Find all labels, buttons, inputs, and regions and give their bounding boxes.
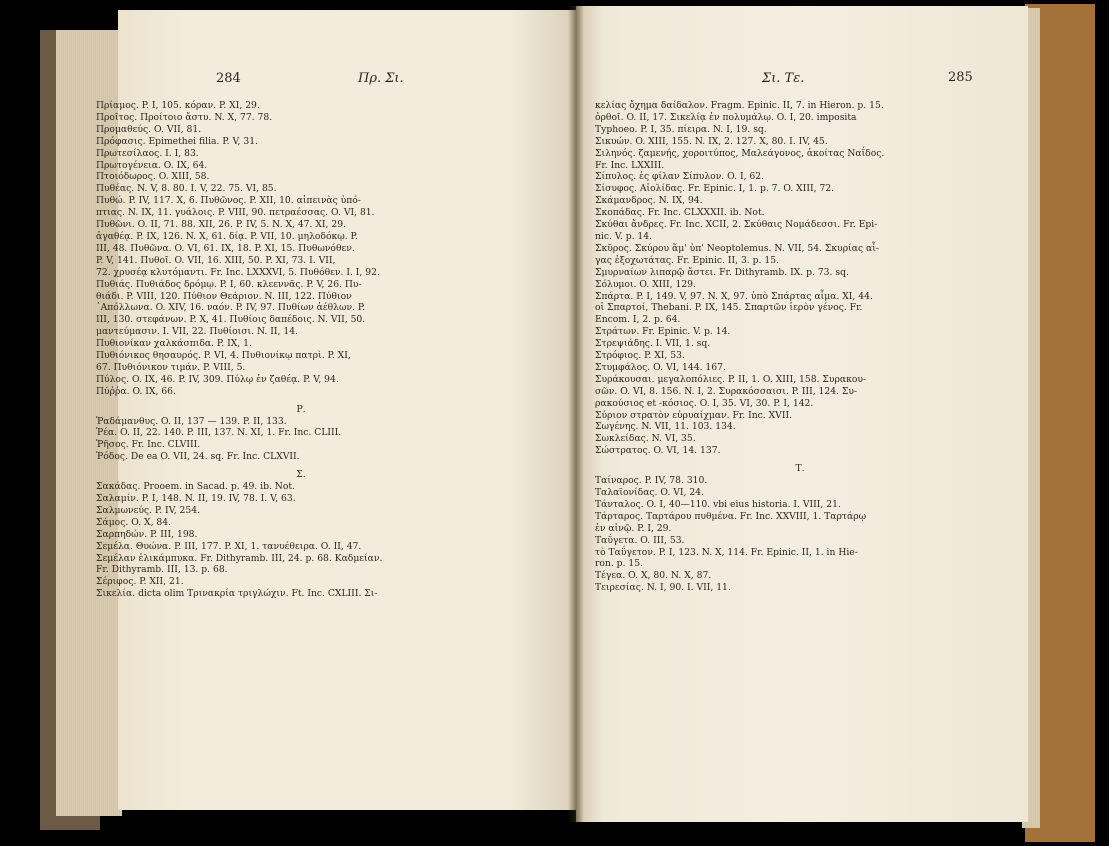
left-index-column <box>96 100 506 600</box>
index-line: Πυθιάς. Πυθιάδος δρόμῳ. P. I, 60. κλεεννᾶς. P. V, 26. Πυ- <box>96 278 362 290</box>
index-line: Στυμφάλος. O. VI, 144. 167. <box>595 361 726 373</box>
index-line: τὸ Ταΰγετον. P. I, 123. N. X, 114. Fr. Epinic. II, 1. in Hie- <box>595 546 858 558</box>
index-line: Ῥαδάμανθυς. O. II, 137 — 139. P. II, 133. <box>96 415 287 427</box>
index-line: ὀρθοῖ. O. II, 17. Σικελίᾳ ἐν πολυμάλῳ. O. I, 20. imposita <box>595 111 857 123</box>
index-line: Τάρταρος. Ταρτάρου πυθμένα. Fr. Inc. XXVIII, 1. Ταρτάρῳ <box>595 510 867 522</box>
index-line: 67. Πυθιόνικον τιμάν. P. VIII, 5. <box>96 361 246 373</box>
left-running-head: Πρ. Σι. <box>358 71 404 86</box>
index-line: Πρωτεσίλαος. I. I, 83. <box>96 147 199 159</box>
index-line: πτιας. N. IX, 11. γυάλοις. P. VIII, 90. πετραέσσας. O. VI, 81. <box>96 207 375 219</box>
index-line: Σωγένης. N. VII, 11. 103. 134. <box>595 421 736 433</box>
index-line: 72. χρυσέᾳ κλυτόμαντι. Fr. Inc. LXXXVI, 5. Πυθόθεν. I. I, 92. <box>96 266 380 278</box>
index-line: Προῖτος. Προίτοιο ἄστυ. N. X, 77. 78. <box>96 111 273 123</box>
index-line: Σεμέλαν ἑλικάμπυκα. Fr. Dithyramb. III, 24. p. 68. Καδμείαν. <box>96 552 383 564</box>
index-line: θιάδι. P. VIII, 120. Πύθιον Θεάριον. N. III, 122. Πύθιον <box>96 290 352 302</box>
index-line: Πυθιόνικος θησαυρός. P. VI, 4. Πυθιονίκῳ πατρὶ. P. XI, <box>96 350 351 362</box>
index-line: Σπάρτα. P. I, 149. V, 97. N. X, 97. ὑπὸ Σπάρτας αἷμα. XI, 44. <box>595 290 873 302</box>
index-line: III, 130. στεφάνων. P. X, 41. Πυθίοις δαπέδοις. N. VII, 50. <box>96 314 366 326</box>
index-line: Ῥέα. O. II, 22. 140. P. III, 137. N. XI, 1. Fr. Inc. CLIII. <box>96 427 342 439</box>
index-line: Ῥόδος. De ea O. VII, 24. sq. Fr. Inc. CLXVII. <box>96 451 300 463</box>
index-line: Τάνταλος. O. I, 40—110. vbi eius historia. I. VIII, 21. <box>595 498 841 510</box>
index-line: Σόλυμοι. O. XIII, 129. <box>595 278 696 290</box>
index-line: Πυθῶνι. O. II, 71. 88. XII, 26. P. IV, 5. N. X, 47. XI, 29. <box>96 219 346 231</box>
section-letter: Τ. <box>795 463 805 475</box>
index-line: Σάμος. O. X, 84. <box>96 516 172 528</box>
index-line: Τέγεα. O. X, 80. N. X, 87. <box>595 570 712 582</box>
index-line: Ταλαϊονίδας. O. VI, 24. <box>595 487 704 498</box>
index-line: Ῥῆσος. Fr. Inc. CLVIII. <box>96 439 201 451</box>
index-line: Στρόφιος. P. XI, 53. <box>595 350 685 362</box>
section-letter: Σ. <box>296 469 306 481</box>
index-line: ᾽Απόλλωνα. O. XIV, 16. ναόν. P. IV, 97. Πυθίων ἀέθλων. P. <box>96 302 366 314</box>
index-line: γας ἐξοχωτάτας. Fr. Epinic. II, 3. p. 15. <box>595 254 779 266</box>
index-line: Σέριφος. P. XII, 21. <box>96 576 184 588</box>
index-line: κελίας ὄχημα δαίδαλον. Fragm. Epinic. II, 7. in Hieron. p. 15. <box>595 100 884 111</box>
book-gutter <box>568 6 584 822</box>
index-line: σῶν. O. VI, 8. 156. N. I, 2. Συρακόσσαισι. P. III, 124. Συ- <box>595 385 858 397</box>
index-line: ἐν αἰνῷ. P. I, 29. <box>595 522 672 534</box>
index-line: Σώστρατος. O. VI, 14. 137. <box>595 445 721 457</box>
index-line: nic. V. p. 14. <box>595 230 653 242</box>
index-line: Σμυρναίων λιπαρῷ ἄστει. Fr. Dithyramb. IX. p. 73. sq. <box>595 266 849 278</box>
index-line: Fr. Inc. LXXIII. <box>595 159 665 171</box>
index-line: Encom. I, 2. p. 64. <box>595 314 681 326</box>
index-line: Πρόφασις. Epimethei filia. P. V, 31. <box>96 135 258 147</box>
right-index-column <box>595 100 1005 594</box>
index-line: Σαλμωνεύς. P. IV, 254. <box>96 504 201 516</box>
index-line: Σεμέλα. Θυώνα. P. III, 177. P. XI, 1. τανυέθειρα. O. II, 47. <box>96 540 362 552</box>
index-line: Πτοιόδωρος. O. XIII, 58. <box>96 171 210 183</box>
index-line: Σκῦρος. Σκύρου ἅμ' ὑπ' Neoptolemus. N. VII, 54. Σκυρίας αἶ- <box>595 242 879 254</box>
left-page-number: 284 <box>216 71 241 86</box>
index-line: ἀγαθέᾳ. P. IX, 126. N. X, 61. δίᾳ. P. VII, 10. μηλοδόκῳ. P. <box>96 230 358 242</box>
section-letter: Ρ. <box>296 403 306 415</box>
index-line: Σιληνός. ζαμενής, χοροιτύπος, Μαλεάγονος, ἀκοίτας Ναΐδος. <box>595 147 885 159</box>
index-line: Σκύθαι ἄνδρες. Fr. Inc. XCII, 2. Σκύθαις Νομάδεσσι. Fr. Epi- <box>595 219 878 231</box>
index-line: III, 48. Πυθῶνα. O. VI, 61. IX, 18. P. XI, 15. Πυθωνόθεν. <box>96 242 355 254</box>
index-line: Σίπυλος. ἐς φίλαν Σίπυλον. O. I, 62. <box>595 171 765 183</box>
index-line: Σύριον στρατὸν εὐρυαίχμαν. Fr. Inc. XVII. <box>595 409 792 421</box>
index-line: Ταίναρος. P. IV, 78. 310. <box>595 475 708 487</box>
index-line: ron. p. 15. <box>595 558 644 570</box>
index-line: Πυθιονίκαν χαλκάσπιδα. P. IX, 1. <box>96 338 252 350</box>
index-line: Προμαθεύς. O. VII, 81. <box>96 123 202 135</box>
index-line: Τειρεσίας. N. I, 90. I. VII, 11. <box>595 582 731 594</box>
right-page-number: 285 <box>948 70 973 85</box>
index-line: Στράτων. Fr. Epinic. V. p. 14. <box>595 326 731 338</box>
index-line: Συράκουσαι. μεγαλοπόλιες. P. II, 1. O. XIII, 158. Συρακου- <box>595 373 867 385</box>
index-line: Στρεψιάδης. I. VII, 1. sq. <box>595 338 711 350</box>
index-line: Ταΰγετα. O. III, 53. <box>595 534 685 546</box>
index-line: μαντεύμασιν. I. VII, 22. Πυθίοισι. N. II, 14. <box>96 326 298 338</box>
index-line: Πυθώ. P. IV, 117. X, 6. Πυθῶνος. P. XII, 10. αἰπεινὰς ὑπό- <box>96 195 361 207</box>
index-line: ρακούσιος et -κόσιος. O. I, 35. VI, 30. P. I, 142. <box>595 397 814 409</box>
index-line: Πύῤῥα. O. IX, 66. <box>96 385 176 397</box>
index-line: Fr. Dithyramb. III, 13. p. 68. <box>96 564 228 576</box>
index-line: Σωκλείδας. N. VI, 35. <box>595 433 696 445</box>
index-line: Πυθέας. N. V, 8. 80. I. V, 22. 75. VI, 85. <box>96 183 277 195</box>
index-line: οἱ Σπαρτοί, Thebani. P. IX, 145. Σπαρτῶν ἱερὸν γένος. Fr. <box>595 302 863 314</box>
index-line: P. V, 141. Πυθοῖ. O. VII, 16. XIII, 50. P. XI, 73. I. VII, <box>96 254 336 266</box>
index-line: Σακάδας. Prooem. in Sacad. p. 49. ib. Not. <box>96 481 295 493</box>
index-line: Σαρπηδών. P. III, 198. <box>96 528 198 540</box>
right-running-head: Σι. Τε. <box>762 71 805 86</box>
index-line: Typhoeo. P. I, 35. πίειρα. N. I, 19. sq. <box>595 123 767 135</box>
index-line: Πρίαμος. P. I, 105. κόραν. P. XI, 29. <box>96 100 260 111</box>
index-line: Σκοπάδας. Fr. Inc. CLXXXII. ib. Not. <box>595 207 765 219</box>
index-line: Σαλαμίν. P. I, 148. N. II, 19. IV, 78. I. V, 63. <box>96 493 296 504</box>
index-line: Πύλος. O. IX, 46. P. IV, 309. Πύλῳ ἐν ζαθέᾳ. P. V, 94. <box>96 373 339 385</box>
index-line: Σκάμανδρος. N. IX, 94. <box>595 195 703 207</box>
index-line: Σίσυφος. Αἰολίδας. Fr. Epinic. I, 1. p. 7. O. XIII, 72. <box>595 183 835 195</box>
index-line: Πρωτογένεια. O. IX, 64. <box>96 159 208 171</box>
index-line: Σικυών. O. XIII, 155. N. IX, 2. 127. X, 80. I. IV, 45. <box>595 135 828 147</box>
index-line: Σικελία. dicta olim Τρινακρία τριγλώχιν. Ft. Inc. CXLIII. Σι- <box>96 588 378 600</box>
